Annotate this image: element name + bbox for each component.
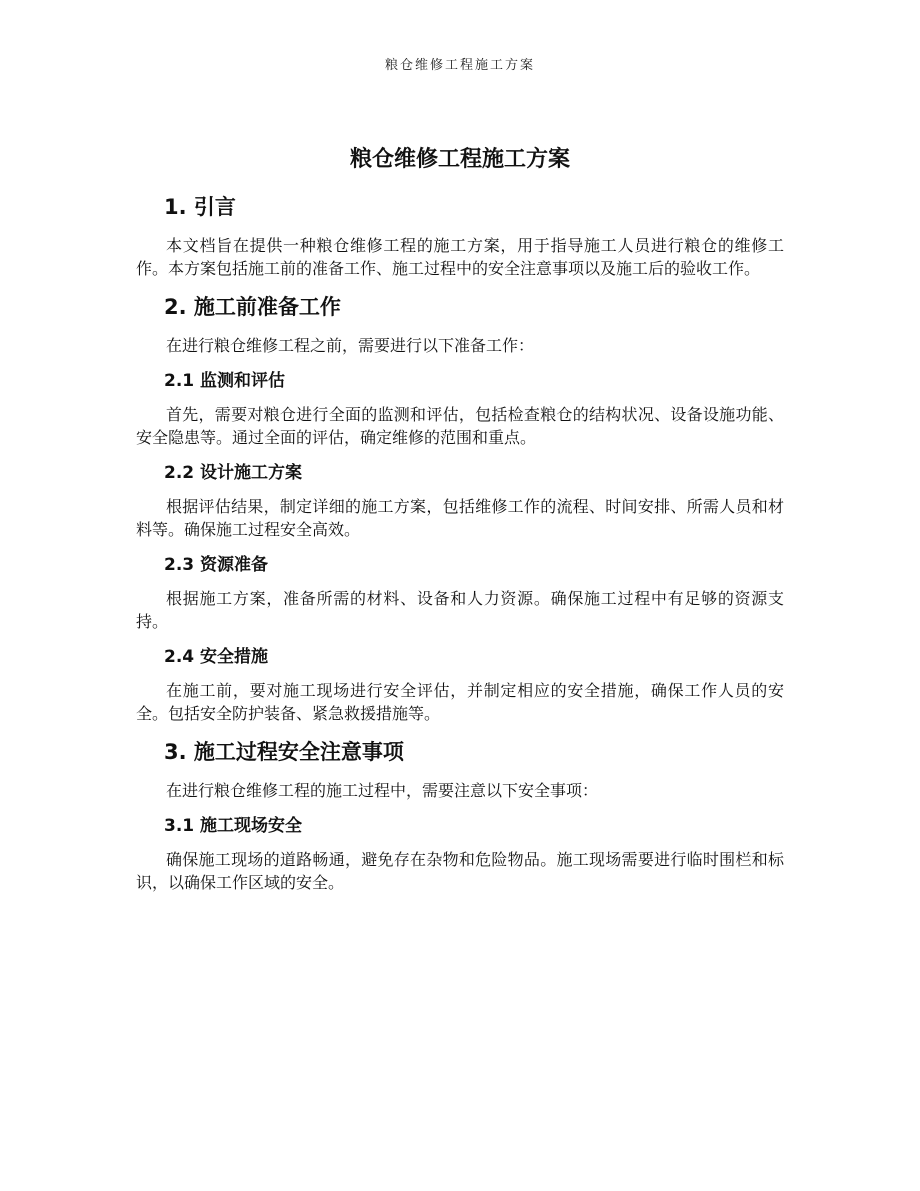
section-safety [136,735,784,894]
section-heading: 2. 施工前准备工作 [164,295,341,319]
subsection-heading: 2.3 资源准备 [164,555,269,575]
document-body [136,142,784,904]
section-heading: 3. 施工过程安全注意事项 [164,740,404,764]
subsection-heading: 2.4 安全措施 [164,647,269,667]
section-paragraph: 在进行粮仓维修工程的施工过程中，需要注意以下安全事项： [166,781,599,800]
subsection-paragraph: 在施工前，要对施工现场进行安全评估，并制定相应的安全措施，确保工作人员的安全。包括安全防护装备、紧急救援措施等。 [136,681,784,723]
section-heading: 1. 引言 [164,195,236,219]
subsection-paragraph: 确保施工现场的道路畅通，避免存在杂物和危险物品。施工现场需要进行临时围栏和标识，以确保工作区域的安全。 [136,850,784,892]
section-preparation [136,290,784,725]
subsection-paragraph: 首先，需要对粮仓进行全面的监测和评估，包括检查粮仓的结构状况、设备设施功能、安全隐患等。通过全面的评估，确定维修的范围和重点。 [136,405,784,447]
subsection-paragraph: 根据评估结果，制定详细的施工方案，包括维修工作的流程、时间安排、所需人员和材料等。确保施工过程安全高效。 [136,497,784,539]
section-paragraph: 在进行粮仓维修工程之前，需要进行以下准备工作： [166,336,535,355]
subsection-heading: 2.1 监测和评估 [164,371,286,391]
subsection-heading: 2.2 设计施工方案 [164,463,303,483]
section-introduction [136,190,784,280]
document-title: 粮仓维修工程施工方案 [349,147,570,172]
subsection-heading: 3.1 施工现场安全 [164,816,303,836]
running-header: 粮仓维修工程施工方案 [384,58,535,73]
section-paragraph: 本文档旨在提供一种粮仓维修工程的施工方案，用于指导施工人员进行粮仓的维修工作。本方案包括施工前的准备工作、施工过程中的安全注意事项以及施工后的验收工作。 [136,236,784,278]
subsection-paragraph: 根据施工方案，准备所需的材料、设备和人力资源。确保施工过程中有足够的资源支持。 [136,589,784,631]
